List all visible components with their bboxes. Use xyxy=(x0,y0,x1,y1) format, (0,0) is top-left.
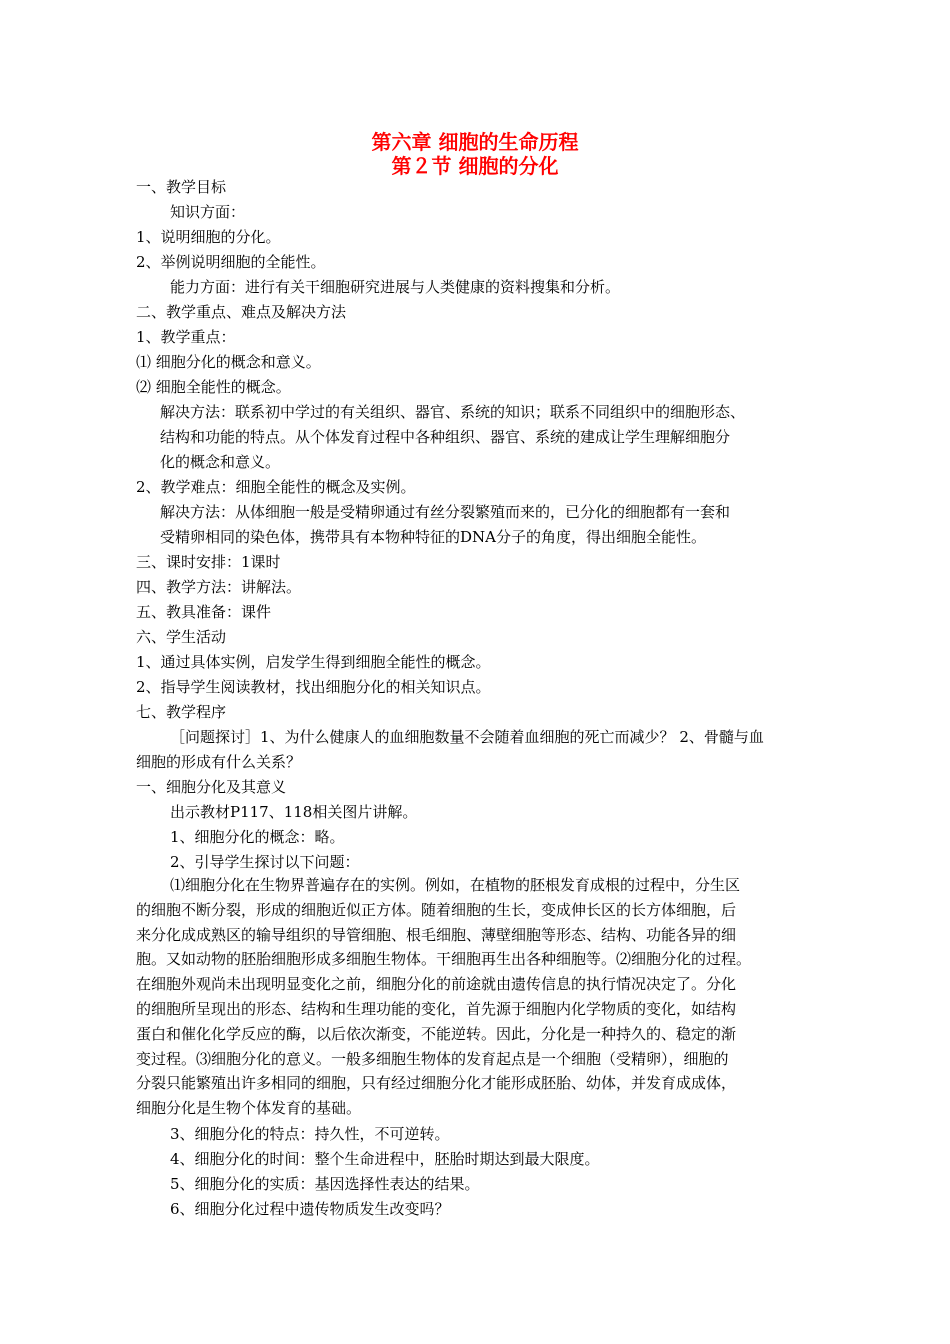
paragraph-line: 细胞分化是生物个体发育的基础。 xyxy=(136,1099,362,1118)
ability-text: 能力方面：进行有关干细胞研究进展与人类健康的资料搜集和分析。 xyxy=(170,278,621,296)
method-text: 解决方法：联系初中学过的有关组织、器官、系统的知识；联系不同组织中的细胞形态、 xyxy=(160,403,746,421)
heading-differentiation: 一、细胞分化及其意义 xyxy=(136,778,287,796)
heading-activities: 六、学生活动 xyxy=(136,628,227,646)
body-text: 5、细胞分化的实质：基因选择性表达的结果。 xyxy=(170,1175,480,1193)
paragraph-line: 的细胞不断分裂，形成的细胞近似正方体。随着细胞的生长，变成伸长区的长方体细胞，后 xyxy=(136,900,737,919)
body-paragraph xyxy=(136,873,816,1121)
heading-procedure: 七、教学程序 xyxy=(136,703,227,721)
heading-objectives: 一、教学目标 xyxy=(136,178,227,196)
question-text: ［问题探讨］1、为什么健康人的血细胞数量不会随着血细胞的死亡而减少？ 2、骨髓与血 xyxy=(170,728,764,746)
paragraph-line: 来分化成成熟区的输导组织的导管细胞、根毛细胞、薄壁细胞等形态、结构、功能各异的细 xyxy=(136,925,737,944)
paragraph-line: 蛋白和催化化学反应的酶，以后依次渐变，不能逆转。因此，分化是一种持久的、稳定的渐 xyxy=(136,1024,737,1043)
method-text: 受精卵相同的染色体，携带具有本物种特征的DNA分子的角度，得出细胞全能性。 xyxy=(160,528,706,546)
list-item: 2、举例说明细胞的全能性。 xyxy=(136,253,326,271)
list-item: 1、说明细胞的分化。 xyxy=(136,228,281,246)
knowledge-label: 知识方面： xyxy=(170,203,246,221)
heading-materials: 五、教具准备：课件 xyxy=(136,603,272,621)
list-item: 1、教学重点： xyxy=(136,328,236,346)
method-text: 结构和功能的特点。从个体发育过程中各种组织、器官、系统的建成让学生理解细胞分 xyxy=(160,428,731,446)
list-item: 1、通过具体实例，启发学生得到细胞全能性的概念。 xyxy=(136,653,491,671)
heading-key-points: 二、教学重点、难点及解决方法 xyxy=(136,303,347,321)
paragraph-line: ⑴细胞分化在生物界普遍存在的实例。例如，在植物的胚根发育成根的过程中，分生区 xyxy=(170,876,741,894)
paragraph-line: 在细胞外观尚未出现明显变化之前，细胞分化的前途就由遗传信息的执行情况决定了。分化 xyxy=(136,975,737,994)
paragraph-line: 分裂只能繁殖出许多相同的细胞，只有经过细胞分化才能形成胚胎、幼体，并发育成成体， xyxy=(136,1074,737,1093)
body-text: 3、细胞分化的特点：持久性，不可逆转。 xyxy=(170,1125,450,1143)
list-item: 2、教学难点：细胞全能性的概念及实例。 xyxy=(136,478,416,496)
body-text: 2、引导学生探讨以下问题： xyxy=(170,853,360,871)
list-item: ⑵ 细胞全能性的概念。 xyxy=(136,378,291,396)
list-item: ⑴ 细胞分化的概念和意义。 xyxy=(136,353,321,371)
paragraph-line: 变过程。⑶细胞分化的意义。一般多细胞生物体的发育起点是一个细胞（受精卵），细胞的 xyxy=(136,1049,729,1068)
body-text: 出示教材P117、118相关图片讲解。 xyxy=(170,803,418,821)
method-text: 化的概念和意义。 xyxy=(160,453,281,471)
body-text: 6、细胞分化过程中遗传物质发生改变吗？ xyxy=(170,1200,450,1218)
question-text: 细胞的形成有什么关系？ xyxy=(136,753,302,771)
chapter-title: 第六章 细胞的生命历程 xyxy=(371,130,579,154)
paragraph-line: 的细胞所呈现出的形态、结构和生理功能的变化，首先源于细胞内化学物质的变化，如结构 xyxy=(136,999,737,1018)
heading-schedule: 三、课时安排：1课时 xyxy=(136,553,281,571)
body-text: 4、细胞分化的时间：整个生命进程中，胚胎时期达到最大限度。 xyxy=(170,1150,600,1168)
paragraph-line: 胞。又如动物的胚胎细胞形成多细胞生物体。干细胞再生出各种细胞等。⑵细胞分化的过程。 xyxy=(136,950,752,969)
section-title: 第２节 细胞的分化 xyxy=(391,154,559,178)
heading-method: 四、教学方法：讲解法。 xyxy=(136,578,302,596)
list-item: 2、指导学生阅读教材，找出细胞分化的相关知识点。 xyxy=(136,678,491,696)
method-text: 解决方法：从体细胞一般是受精卵通过有丝分裂繁殖而来的，已分化的细胞都有一套和 xyxy=(160,503,731,521)
body-text: 1、细胞分化的概念：略。 xyxy=(170,828,345,846)
